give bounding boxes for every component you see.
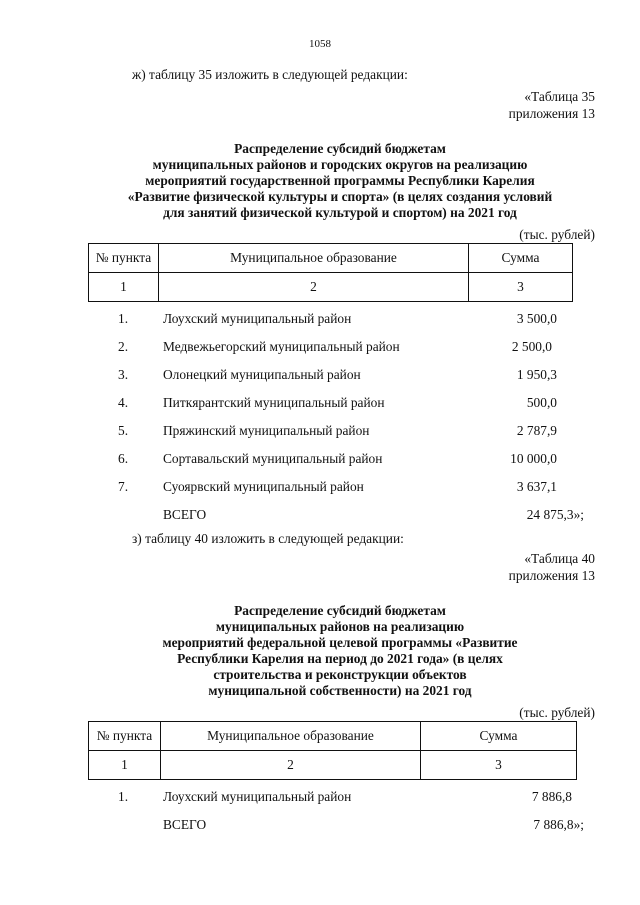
row-municipality: Сортавальский муниципальный район xyxy=(163,451,383,466)
title-line: для занятий физической культурой и спортом) на 2021 год xyxy=(163,205,517,220)
row-number: 7. xyxy=(118,479,129,494)
header-row xyxy=(89,244,573,273)
total-label: ВСЕГО xyxy=(163,817,207,832)
row-number: 4. xyxy=(118,395,129,410)
row-sum: 3 500,0 xyxy=(516,311,557,326)
section-zh-intro: ж) таблицу 35 изложить в следующей редакции: xyxy=(132,67,408,82)
row-number: 1. xyxy=(118,311,129,326)
col-number-cell: 1 xyxy=(89,751,161,780)
title-line: муниципальных районов и городских округов на реализацию xyxy=(152,157,528,172)
total-sum: 7 886,8»; xyxy=(533,817,584,832)
row-municipality: Питкярантский муниципальный район xyxy=(163,395,385,410)
row-number: 2. xyxy=(118,339,129,354)
title-line: Распределение субсидий бюджетам xyxy=(234,603,446,618)
section-zh-table-header xyxy=(88,243,573,302)
header-cell-sum: Сумма xyxy=(421,722,577,751)
section-zh-table-ref: «Таблица 35 xyxy=(524,89,595,104)
title-line: муниципальных районов на реализацию xyxy=(215,619,465,634)
col-number-cell: 1 xyxy=(89,273,159,302)
row-municipality: Пряжинский муниципальный район xyxy=(163,423,370,438)
title-line: «Развитие физической культуры и спорта» (в целях создания условий xyxy=(127,189,553,204)
section-zh-units: (тыс. рублей) xyxy=(519,227,595,242)
section-z-appendix-ref: приложения 13 xyxy=(508,568,595,583)
title-line: муниципальной собственности) на 2021 год xyxy=(208,683,472,698)
section-zh-appendix-ref: приложения 13 xyxy=(508,106,595,121)
col-number-cell: 3 xyxy=(421,751,577,780)
row-municipality: Лоухский муниципальный район xyxy=(163,789,352,804)
total-sum: 24 875,3»; xyxy=(526,507,584,522)
row-number: 1. xyxy=(118,789,129,804)
row-sum: 1 950,3 xyxy=(516,367,557,382)
header-cell-municipality: Муниципальное образование xyxy=(161,722,421,751)
section-z-intro: з) таблицу 40 изложить в следующей редакции: xyxy=(132,531,404,546)
row-number: 5. xyxy=(118,423,129,438)
row-sum: 2 787,9 xyxy=(516,423,557,438)
row-municipality: Олонецкий муниципальный район xyxy=(163,367,361,382)
row-number: 6. xyxy=(118,451,129,466)
title-line: строительства и реконструкции объектов xyxy=(213,667,467,682)
title-line: Распределение субсидий бюджетам xyxy=(234,141,446,156)
col-number-cell: 2 xyxy=(159,273,469,302)
row-municipality: Лоухский муниципальный район xyxy=(163,311,352,326)
row-municipality: Медвежьегорский муниципальный район xyxy=(163,339,400,354)
row-sum: 500,0 xyxy=(526,395,557,410)
column-number-row xyxy=(89,751,577,780)
title-line: мероприятий федеральной целевой программы «Развитие xyxy=(162,635,518,650)
total-label: ВСЕГО xyxy=(163,507,207,522)
header-cell-sum: Сумма xyxy=(469,244,573,273)
row-sum: 7 886,8 xyxy=(531,789,572,804)
row-sum: 10 000,0 xyxy=(510,451,557,466)
row-municipality: Суоярвский муниципальный район xyxy=(163,479,364,494)
section-z-title xyxy=(60,603,620,699)
row-sum: 3 637,1 xyxy=(516,479,557,494)
section-zh-title xyxy=(60,141,620,221)
title-line: Республики Карелия на период до 2021 года» (в целях xyxy=(177,651,503,666)
col-number-cell: 3 xyxy=(469,273,573,302)
title-line: мероприятий государственной программы Республики Карелия xyxy=(145,173,535,188)
header-cell-municipality: Муниципальное образование xyxy=(159,244,469,273)
section-z-table-header xyxy=(88,721,577,780)
row-number: 3. xyxy=(118,367,129,382)
col-number-cell: 2 xyxy=(161,751,421,780)
header-cell-number: № пункта xyxy=(89,244,159,273)
row-sum: 2 500,0 xyxy=(511,339,552,354)
column-number-row xyxy=(89,273,573,302)
header-cell-number: № пункта xyxy=(89,722,161,751)
section-z-table-ref: «Таблица 40 xyxy=(524,551,595,566)
page-number: 1058 xyxy=(309,38,331,50)
section-z-units: (тыс. рублей) xyxy=(519,705,595,720)
header-row xyxy=(89,722,577,751)
